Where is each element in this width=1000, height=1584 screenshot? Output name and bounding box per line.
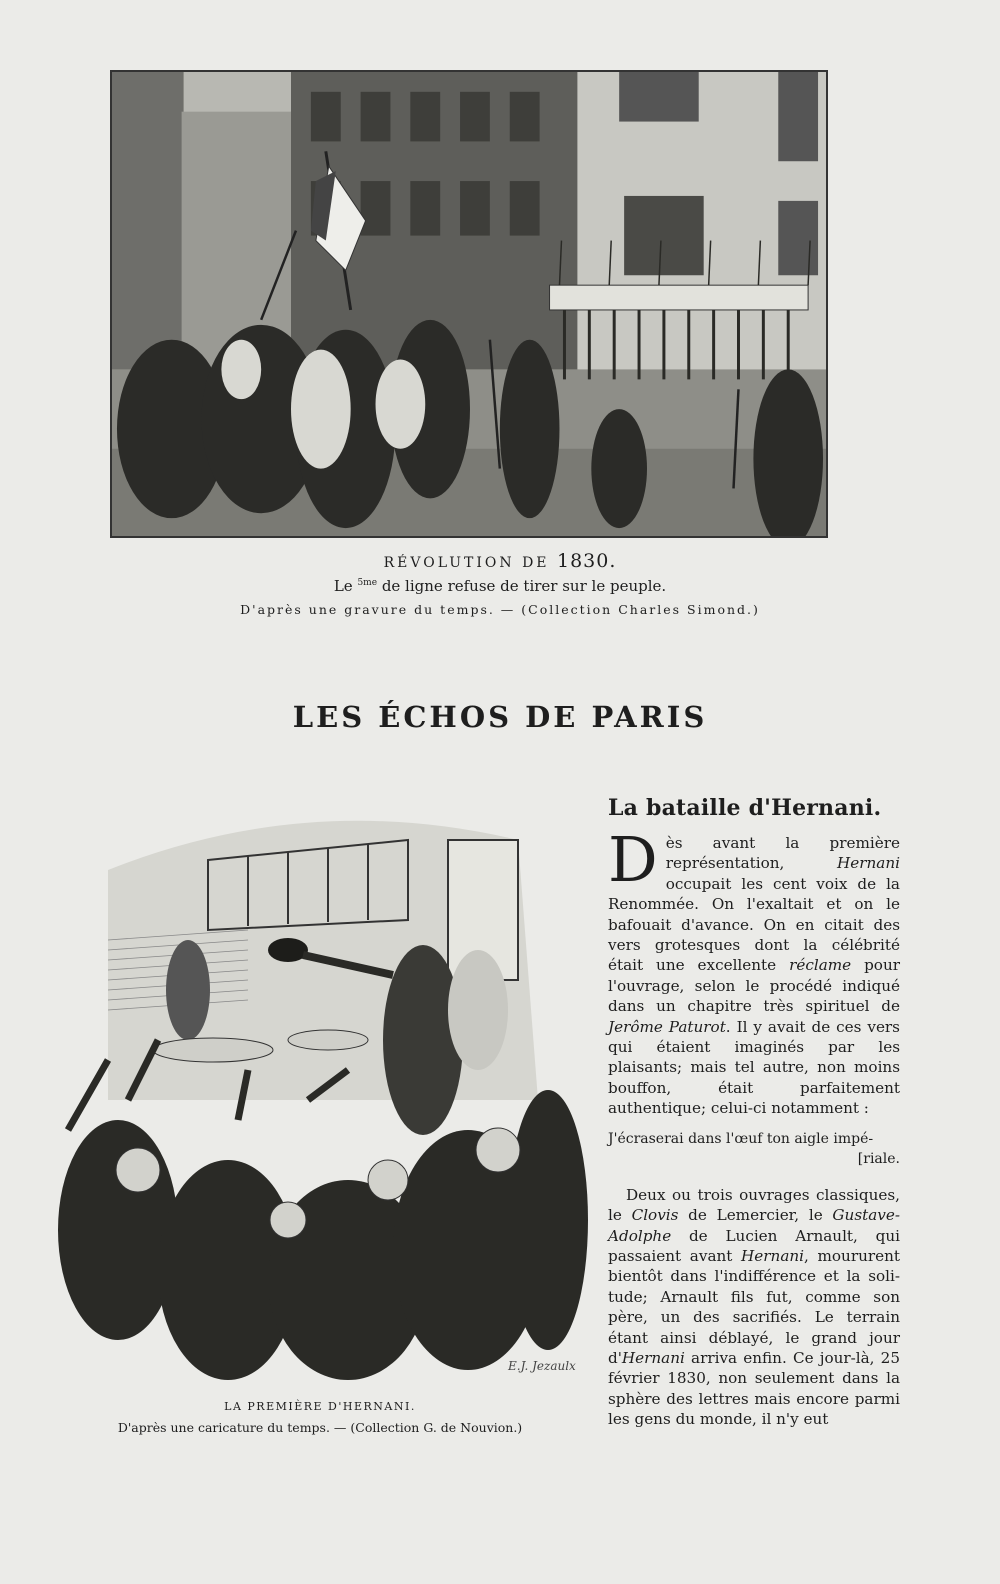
p1-italic-3: Jerôme Paturot bbox=[608, 1017, 726, 1036]
artist-signature: E.J. Jezaulx bbox=[508, 1359, 576, 1373]
top-caption-subtitle: Le $^{5me}$ de ligne refuse de tirer sur le peuple. bbox=[333, 577, 667, 595]
article-title: La bataille d'Hernani. bbox=[608, 795, 882, 821]
p1-italic-1: Hernani bbox=[837, 854, 900, 873]
top-caption-credit: D'après une gravure du temps. — (Collection Charles Simond.) bbox=[240, 602, 760, 617]
bottom-caption-credit: D'après une caricature du temps. — (Collection G. de Nouvion.) bbox=[117, 1420, 523, 1435]
revolution-1830-engraving bbox=[110, 70, 828, 538]
verse-line-2: [riale. bbox=[857, 1150, 900, 1167]
quoted-verse bbox=[608, 1129, 900, 1169]
page-headline: LES ÉCHOS DE PARIS bbox=[292, 700, 708, 734]
verse-line-1: J'écraserai dans l'œuf ton aigle impé- bbox=[608, 1130, 874, 1147]
p1-text: . Il y avait de ces vers qui étaient imaginés par les plaisants; mais tel autre, non moins bouffon, était parfaitement authentique; celui-ci notamment : bbox=[608, 1017, 900, 1118]
bottom-caption-title: LA PREMIÈRE D'HERNANI. bbox=[224, 1400, 416, 1413]
premiere-hernani-caricature bbox=[48, 800, 588, 1392]
p1-italic-2: réclame bbox=[789, 956, 852, 975]
p1-text: occupait les cent voix de la Renommée. On l'exaltait et on le bafouait d'avance. On en citait des vers grotesques dont la célébrité était une excellente bbox=[608, 874, 900, 975]
drop-cap: D bbox=[608, 823, 658, 896]
article-column bbox=[608, 795, 900, 1430]
p1-text: pour l'ouvrage, selon le procédé indiqué dans un chapitre très spirituel de bbox=[608, 956, 900, 1016]
p1-text: ès avant la première représentation, bbox=[665, 834, 900, 873]
top-caption-title: RÉVOLUTION DE 1830. bbox=[383, 550, 617, 572]
paragraph-2: Deux ou trois ouvrages classiques, le Clovis de Lemercier, le Gustave-Adolphe de Lucien Arnault, qui passaient avant Hernani, moururent bientôt dans l'indifférence et la solitude; Arnault fils fut, comme son père, un des sacrifiés. Le terrain étant ainsi déblayé, le grand jour d'Hernani arriva enfin. Ce jour-là, 25 février 1830, non seulement dans la sphère des lettres mais encore parmi les gens du monde, il n'y eut bbox=[608, 1185, 900, 1429]
article-body bbox=[608, 823, 900, 1430]
